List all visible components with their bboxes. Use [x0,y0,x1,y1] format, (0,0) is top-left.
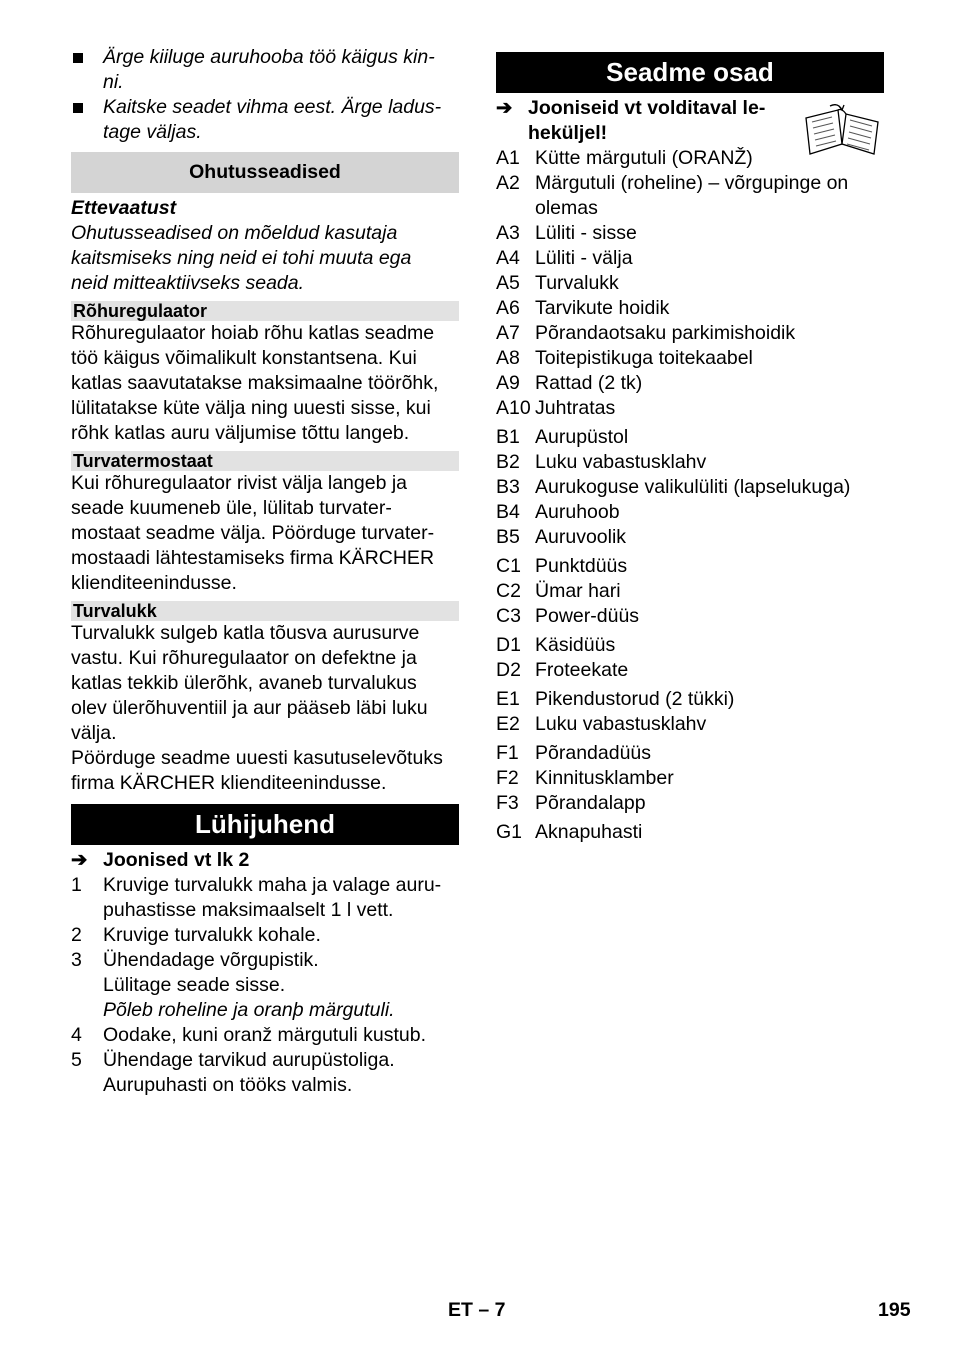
text-line: Froteekate [535,659,629,681]
part-code: F1 [496,742,519,764]
text-line: klienditeenindusse. [71,572,237,594]
part-item [496,579,884,604]
text-line: Ärge kiiluge auruhooba töö käigus kin- [103,46,435,68]
text-line: Ümar hari [535,580,621,602]
part-item [496,633,884,658]
arrow-right-icon: ➔ [496,97,513,119]
part-item [496,712,884,737]
text-line: tage väljas. [103,121,202,143]
text-line: mostaat seadme välja. Pöörduge turvater- [71,522,435,544]
pressure-regulator-heading: Rõhuregulaator [71,301,459,321]
bullet-item [71,45,459,95]
text-line: Jooniseid vt volditaval le- [528,97,766,119]
part-item [496,820,884,845]
text-line: Kinnitusklamber [535,767,674,789]
step-text [103,948,459,1023]
part-code: F3 [496,792,519,814]
part-name [535,450,706,475]
device-parts-heading: Seadme osad [496,52,884,93]
part-item [496,271,884,296]
text-line: Luku vabastusklahv [535,713,707,735]
left-column [71,45,459,1098]
footer-section: ET – 7 [448,1299,506,1321]
part-name [535,712,706,737]
part-code: B4 [496,501,520,523]
text-line: katlas tekkib ülerõhk, avaneb turvalukus [71,672,417,694]
part-name [535,396,615,421]
text-line: Toitepistikuga toitekaabel [535,347,753,369]
thermostat-text [71,471,459,596]
part-name [535,146,753,171]
text-line: Põrandalapp [535,792,646,814]
parts-list [496,146,884,845]
pressure-regulator-text [71,321,459,446]
quick-guide-heading: Lühijuhend [71,804,459,845]
text-line: Ohutusseadised on mõeldud kasutaja [71,222,398,244]
part-code: A2 [496,172,520,194]
parts-group [496,633,884,683]
part-code: A7 [496,322,520,344]
part-code: B3 [496,476,520,498]
part-item [496,450,884,475]
text-line: Oodake, kuni oranž märgutuli kustub. [103,1024,427,1046]
part-code: A4 [496,247,520,269]
text-line: töö käigus võimalikult konstantsena. Kui [71,347,417,369]
part-item [496,791,884,816]
text-line: olemas [535,197,598,219]
part-name [535,246,633,271]
part-name [535,296,669,321]
safety-lock-text [71,621,459,796]
part-code: B2 [496,451,520,473]
part-name [535,741,651,766]
part-item [496,396,884,421]
step-item [71,1023,459,1048]
page-number: 195 [878,1299,911,1321]
caution-text [71,221,459,296]
parts-group [496,741,884,816]
foldout-book-icon [802,104,882,160]
text-line: Märgutuli (roheline) – võrgupinge on [535,172,849,194]
part-code: E1 [496,688,520,710]
part-item [496,604,884,629]
part-name [535,525,626,550]
part-item [496,296,884,321]
part-code: C2 [496,580,521,602]
step-number: 1 [71,874,82,896]
part-code: D1 [496,634,521,656]
text-line: Käsidüüs [535,634,616,656]
part-item [496,246,884,271]
text-line: Juhtratas [535,397,616,419]
part-code: A5 [496,272,520,294]
safety-lock-heading: Turvalukk [71,601,459,621]
part-item [496,525,884,550]
step-text [103,873,459,923]
part-code: B1 [496,426,520,448]
part-name [535,579,621,604]
step-number: 4 [71,1024,82,1046]
part-name [535,371,642,396]
step-number: 2 [71,924,82,946]
text-line: Auruvoolik [535,526,627,548]
step-result: Põleb roheline ja oranþ märgutuli. [103,999,395,1021]
part-item [496,371,884,396]
part-code: A3 [496,222,520,244]
part-name [535,321,795,346]
part-code: D2 [496,659,521,681]
text-line: rõhk katlas auru väljumise tõttu langeb. [71,422,410,444]
part-code: E2 [496,713,520,735]
part-name [535,820,642,845]
text-line: Aurupuhasti on tööks valmis. [103,1074,353,1096]
figures-reference [71,848,459,873]
part-code: A8 [496,347,520,369]
part-code: G1 [496,821,523,843]
square-bullet-icon [71,45,103,95]
part-name [535,475,850,500]
foldout-reference [496,96,796,146]
text-line: Aknapuhasti [535,821,643,843]
text-line: neid mitteaktiivseks seada. [71,272,305,294]
text-line: Kütte märgutuli (ORANŽ) [535,147,753,169]
text-line: Ühendadage võrgupistik. [103,949,319,971]
text-line: heküljel! [528,122,608,144]
square-bullet-icon [71,95,103,145]
text-line: Luku vabastusklahv [535,451,707,473]
thermostat-heading: Turvatermostaat [71,451,459,471]
part-name [535,687,734,712]
part-code: F2 [496,767,519,789]
text-line: Power-düüs [535,605,640,627]
step-item [71,873,459,923]
text-line: katlas saavutatakse maksimaalne töörõhk, [71,372,439,394]
text-line: Lüliti - välja [535,247,633,269]
step-text [103,1048,459,1098]
part-name [535,500,620,525]
bullet-text [103,95,441,145]
text-line: Pikendustorud (2 tükki) [535,688,735,710]
bullet-list [71,45,459,145]
text-line: Punktdüüs [535,555,628,577]
part-code: B5 [496,526,520,548]
part-name [535,791,646,816]
part-item [496,500,884,525]
part-name [535,221,637,246]
text-line: Kaitske seadet vihma eest. Ärge ladus- [103,96,442,118]
text-line: lülitatakse küte välja ning uuesti sisse, kui [71,397,431,419]
part-code: C3 [496,605,521,627]
step-text [103,923,459,948]
text-line: Kruvige turvalukk kohale. [103,924,321,946]
parts-group [496,425,884,550]
part-item [496,766,884,791]
step-number: 3 [71,949,82,971]
text-line: Turvalukk sulgeb katla tõusva aurusurve [71,622,420,644]
part-name [535,766,674,791]
part-item [496,475,884,500]
part-item [496,321,884,346]
right-column [496,52,884,845]
text-line: seade kuumeneb üle, lülitab turvater- [71,497,392,519]
text-line: Auruhoob [535,501,620,523]
part-item [496,171,884,221]
bullet-text [103,45,435,95]
steps-list [71,873,459,1098]
part-item [496,687,884,712]
caution-label: Ettevaatust [71,197,177,219]
text-line: Põrandaotsaku parkimishoidik [535,322,796,344]
text-line: firma KÄRCHER klienditeenindusse. [71,772,387,794]
text-line: Kui rõhuregulaator rivist välja langeb ja [71,472,408,494]
part-name [535,633,615,658]
part-name [535,346,753,371]
text-line: Pöörduge seadme uuesti kasutuselevõtuks [71,747,443,769]
figures-reference-text: Joonised vt lk 2 [103,849,250,871]
parts-group [496,146,884,421]
parts-group [496,687,884,737]
parts-group [496,554,884,629]
part-name [535,604,639,629]
step-item [71,948,459,1023]
text-line: Turvalukk [535,272,619,294]
text-line: Rattad (2 tk) [535,372,643,394]
text-line: puhastisse maksimaalselt 1 l vett. [103,899,394,921]
text-line: Tarvikute hoidik [535,297,670,319]
text-line: Lüliti - sisse [535,222,637,244]
part-code: A10 [496,397,531,419]
text-line: mostaadi lähtestamiseks firma KÄRCHER [71,547,435,569]
text-line: Kruvige turvalukk maha ja valage auru- [103,874,442,896]
safety-heading: Ohutusseadised [71,152,459,193]
part-name [535,171,848,221]
part-item [496,425,884,450]
bullet-item [71,95,459,145]
part-item [496,221,884,246]
parts-group [496,820,884,845]
part-item [496,554,884,579]
step-text [103,1023,459,1048]
text-line: Aurupüstol [535,426,629,448]
step-item [71,1048,459,1098]
part-code: A6 [496,297,520,319]
part-name [535,658,628,683]
part-item [496,741,884,766]
text-line: kaitsmiseks ning neid ei tohi muuta ega [71,247,412,269]
text-line: vastu. Kui rõhuregulaator on defektne ja [71,647,417,669]
text-line: Rõhuregulaator hoiab rõhu katlas seadme [71,322,435,344]
arrow-right-icon: ➔ [71,849,88,871]
step-item [71,923,459,948]
part-name [535,554,627,579]
part-item [496,658,884,683]
text-line: välja. [71,722,117,744]
part-code: A1 [496,147,520,169]
text-line: Põrandadüüs [535,742,652,764]
text-line: ni. [103,71,124,93]
text-line: Ühendage tarvikud aurupüstoliga. [103,1049,395,1071]
part-item [496,346,884,371]
part-code: C1 [496,555,521,577]
text-line: olev ülerõhuventiil ja aur pääseb läbi luku [71,697,428,719]
part-name [535,425,628,450]
text-line: Lülitage seade sisse. [103,974,286,996]
step-number: 5 [71,1049,82,1071]
part-name [535,271,619,296]
part-code: A9 [496,372,520,394]
text-line: Aurukoguse valikulüliti (lapselukuga) [535,476,851,498]
foldout-reference-text [528,96,765,146]
